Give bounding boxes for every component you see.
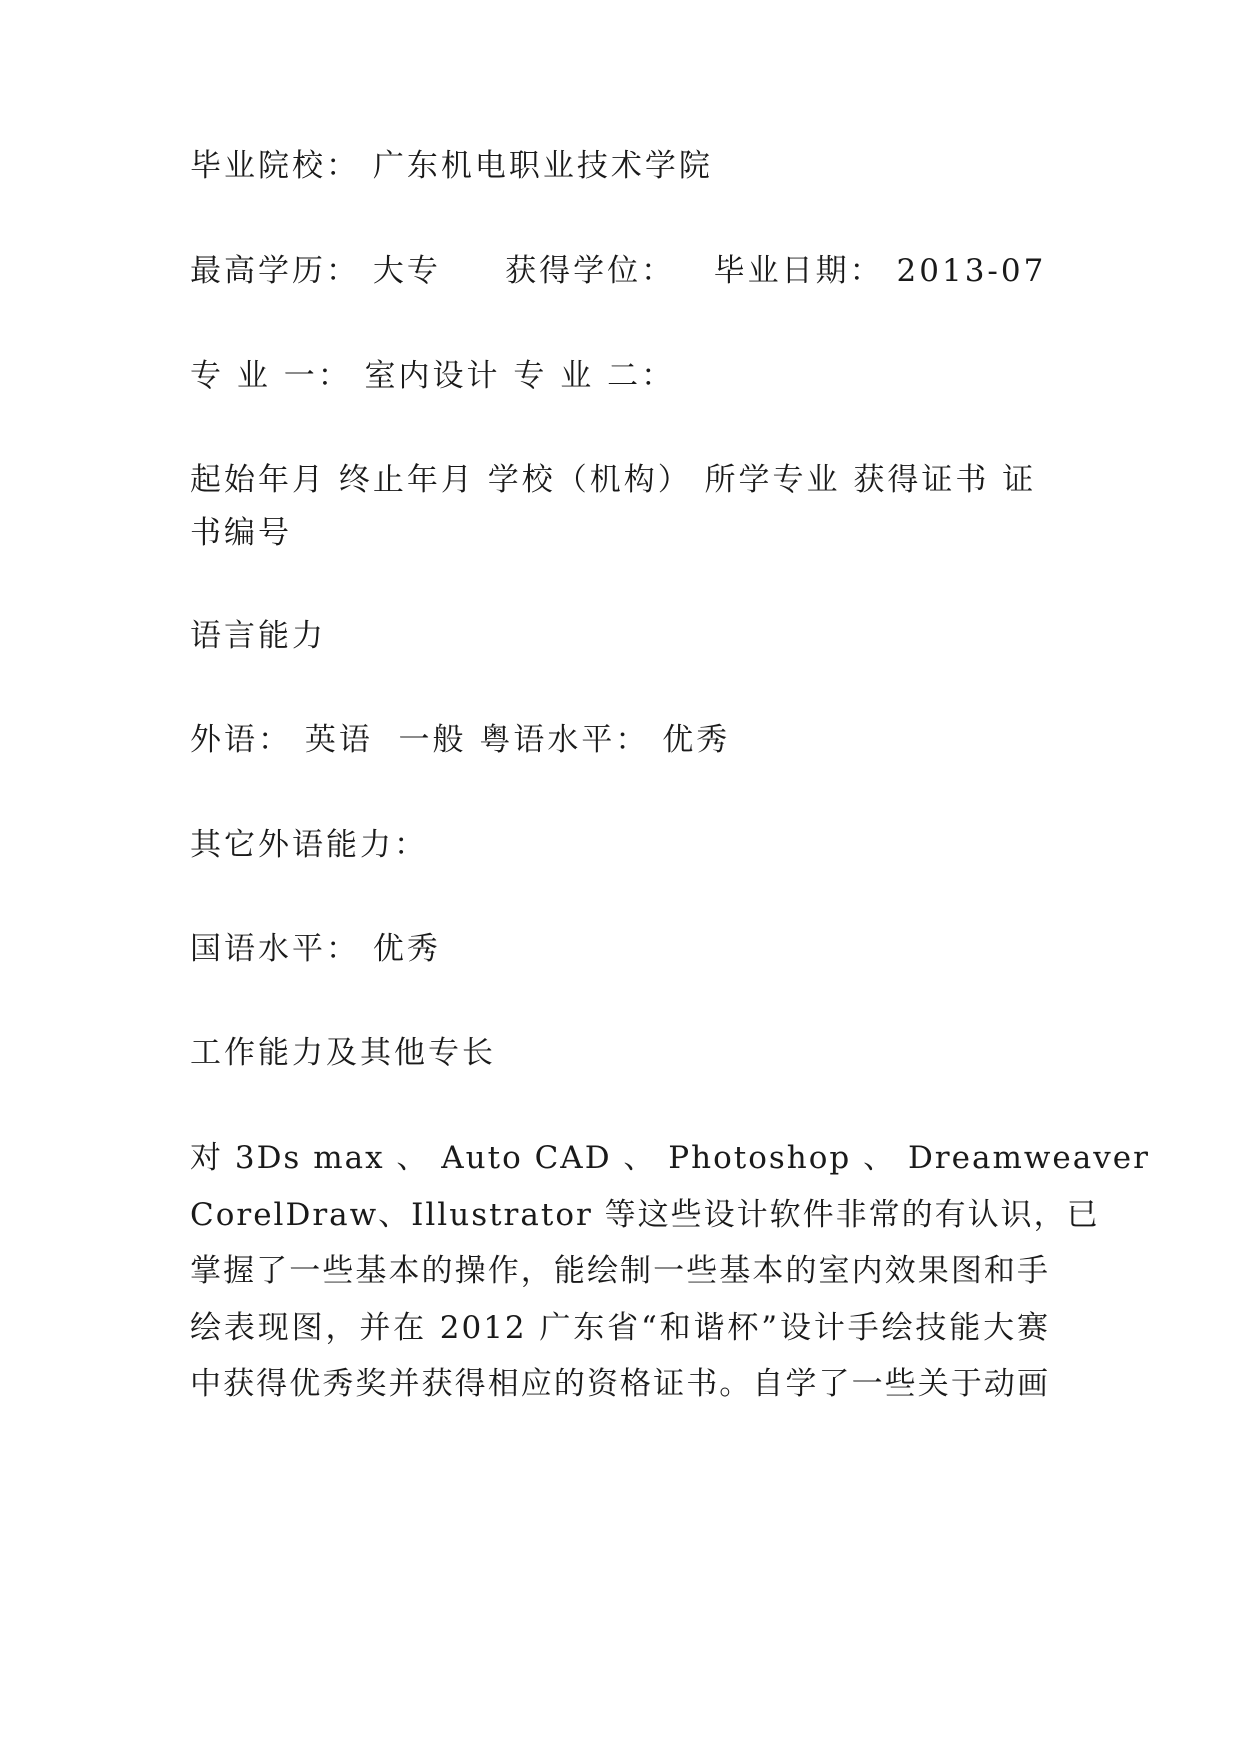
foreign-language-line: 外语： 英语 一般 粤语水平： 优秀	[190, 722, 731, 758]
skills-paragraph-line: CorelDraw、Illustrator 等这些设计软件非常的有认识，已	[190, 1196, 1100, 1233]
language-ability-heading: 语言能力	[190, 618, 326, 654]
skills-heading: 工作能力及其他专长	[190, 1035, 496, 1071]
education-table-header-line-2: 书编号	[190, 515, 292, 551]
skills-paragraph-line: 掌握了一些基本的操作，能绘制一些基本的室内效果图和手	[190, 1253, 1050, 1289]
other-language-line: 其它外语能力：	[190, 827, 428, 863]
education-table-header-line-1: 起始年月 终止年月 学校（机构） 所学专业 获得证书 证	[190, 462, 1037, 498]
skills-paragraph-line: 中获得优秀奖并获得相应的资格证书。自学了一些关于动画	[190, 1366, 1050, 1402]
skills-paragraph-line: 绘表现图，并在 2012 广东省“和谐杯”设计手绘技能大赛	[190, 1309, 1050, 1346]
graduate-school-line: 毕业院校： 广东机电职业技术学院	[190, 148, 713, 184]
education-line: 最高学历： 大专 获得学位： 毕业日期： 2013-07	[190, 253, 1047, 289]
skills-paragraph-line: 对 3Ds max 、 Auto CAD 、 Photoshop 、 Dreamweaver	[190, 1140, 1150, 1176]
majors-line: 专 业 一： 室内设计 专 业 二：	[190, 358, 676, 394]
skills-paragraph	[190, 1130, 1150, 1413]
mandarin-level-line: 国语水平： 优秀	[190, 931, 441, 967]
